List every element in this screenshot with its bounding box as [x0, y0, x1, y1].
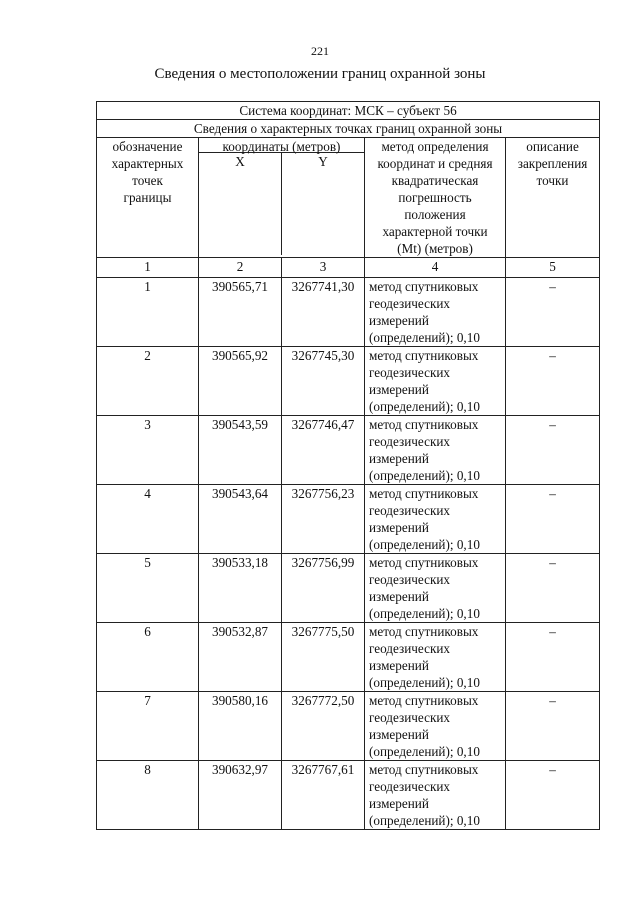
y-coordinate-cell: 3267756,99 — [282, 554, 365, 623]
y-coordinate-cell: 3267775,50 — [282, 623, 365, 692]
column-numbers-row — [97, 258, 600, 278]
header-description-line: закрепления — [517, 156, 588, 171]
header-description — [506, 138, 600, 258]
description-cell: – — [506, 761, 600, 830]
header-row — [97, 138, 600, 258]
header-method-line: квадратическая — [391, 173, 479, 188]
point-number-cell: 2 — [97, 347, 199, 416]
description-cell: – — [506, 623, 600, 692]
table-row — [97, 485, 600, 554]
method-cell — [365, 623, 506, 692]
header-coordinates-label: координаты (метров) — [199, 138, 364, 153]
y-coordinate-cell: 3267756,23 — [282, 485, 365, 554]
method-line: геодезических — [369, 365, 451, 380]
method-line: (определений); 0,10 — [369, 330, 480, 345]
method-line: метод спутниковых — [369, 417, 479, 432]
x-coordinate-cell: 390565,92 — [199, 347, 282, 416]
method-cell — [365, 485, 506, 554]
table-row — [97, 416, 600, 485]
header-x: X — [235, 154, 245, 169]
description-cell: – — [506, 692, 600, 761]
method-line: (определений); 0,10 — [369, 468, 480, 483]
y-coordinate-cell: 3267772,50 — [282, 692, 365, 761]
header-y: Y — [281, 153, 364, 255]
header-designation-line: точек — [132, 173, 163, 188]
header-method-line: (Mt) (метров) — [397, 241, 473, 256]
point-number-cell: 3 — [97, 416, 199, 485]
column-number: 4 — [365, 258, 506, 278]
method-line: измерений — [369, 727, 429, 742]
method-cell — [365, 278, 506, 347]
method-cell — [365, 761, 506, 830]
description-cell: – — [506, 554, 600, 623]
method-line: геодезических — [369, 296, 451, 311]
header-description-line: описание — [526, 139, 579, 154]
x-coordinate-cell: 390543,59 — [199, 416, 282, 485]
method-line: метод спутниковых — [369, 279, 479, 294]
method-line: (определений); 0,10 — [369, 675, 480, 690]
table-row — [97, 278, 600, 347]
coordinate-system-row — [97, 102, 600, 120]
column-number: 3 — [282, 258, 365, 278]
header-description-line: точки — [536, 173, 569, 188]
method-line: метод спутниковых — [369, 693, 479, 708]
header-designation-line: границы — [123, 190, 172, 205]
x-coordinate-cell: 390580,16 — [199, 692, 282, 761]
x-coordinate-cell: 390632,97 — [199, 761, 282, 830]
section-title-row — [97, 120, 600, 138]
point-number-cell: 8 — [97, 761, 199, 830]
header-xy — [199, 153, 364, 255]
column-number: 2 — [199, 258, 282, 278]
point-number-cell: 1 — [97, 278, 199, 347]
header-method-line: координат и средняя — [377, 156, 493, 171]
method-line: измерений — [369, 520, 429, 535]
method-line: (определений); 0,10 — [369, 813, 480, 828]
x-coordinate-cell: 390543,64 — [199, 485, 282, 554]
point-number-cell: 5 — [97, 554, 199, 623]
column-number: 1 — [97, 258, 199, 278]
y-coordinate-cell: 3267741,30 — [282, 278, 365, 347]
method-line: геодезических — [369, 779, 451, 794]
method-cell — [365, 416, 506, 485]
header-method — [365, 138, 506, 258]
point-number-cell: 7 — [97, 692, 199, 761]
point-number-cell: 4 — [97, 485, 199, 554]
method-line: метод спутниковых — [369, 624, 479, 639]
y-coordinate-cell: 3267746,47 — [282, 416, 365, 485]
method-line: геодезических — [369, 641, 451, 656]
method-line: измерений — [369, 796, 429, 811]
point-number-cell: 6 — [97, 623, 199, 692]
method-line: (определений); 0,10 — [369, 537, 480, 552]
description-cell: – — [506, 347, 600, 416]
method-cell — [365, 347, 506, 416]
y-coordinate-cell: 3267767,61 — [282, 761, 365, 830]
method-line: метод спутниковых — [369, 762, 479, 777]
table-row — [97, 692, 600, 761]
header-coordinates — [199, 138, 365, 258]
method-line: геодезических — [369, 710, 451, 725]
description-cell: – — [506, 485, 600, 554]
header-method-line: погрешность — [398, 190, 472, 205]
header-designation-line: характерных — [111, 156, 184, 171]
method-line: геодезических — [369, 434, 451, 449]
table-row — [97, 347, 600, 416]
header-method-line: положения — [404, 207, 466, 222]
table-row — [97, 623, 600, 692]
method-line: измерений — [369, 313, 429, 328]
x-coordinate-cell: 390565,71 — [199, 278, 282, 347]
method-cell — [365, 554, 506, 623]
method-line: (определений); 0,10 — [369, 399, 480, 414]
method-cell — [365, 692, 506, 761]
method-line: измерений — [369, 658, 429, 673]
header-method-line: метод определения — [381, 139, 489, 154]
method-line: геодезических — [369, 572, 451, 587]
method-line: метод спутниковых — [369, 555, 479, 570]
header-designation-line: обозначение — [112, 139, 183, 154]
method-line: измерений — [369, 382, 429, 397]
description-cell: – — [506, 278, 600, 347]
method-line: измерений — [369, 451, 429, 466]
method-line: метод спутниковых — [369, 348, 479, 363]
column-number: 5 — [506, 258, 600, 278]
header-method-line: характерной точки — [382, 224, 488, 239]
method-line: (определений); 0,10 — [369, 606, 480, 621]
method-line: геодезических — [369, 503, 451, 518]
method-line: измерений — [369, 589, 429, 604]
coordinates-table — [96, 101, 600, 830]
description-cell: – — [506, 416, 600, 485]
page-number: 221 — [311, 44, 329, 58]
coordinate-system-cell: Система координат: МСК – субъект 56 — [97, 102, 600, 120]
section-title-cell: Сведения о характерных точках границ охранной зоны — [97, 120, 600, 138]
y-coordinate-cell: 3267745,30 — [282, 347, 365, 416]
header-designation — [97, 138, 199, 258]
x-coordinate-cell: 390532,87 — [199, 623, 282, 692]
table-row — [97, 554, 600, 623]
document-title: Сведения о местоположении границ охранной зоны — [154, 66, 486, 82]
x-coordinate-cell: 390533,18 — [199, 554, 282, 623]
method-line: (определений); 0,10 — [369, 744, 480, 759]
table-row — [97, 761, 600, 830]
method-line: метод спутниковых — [369, 486, 479, 501]
